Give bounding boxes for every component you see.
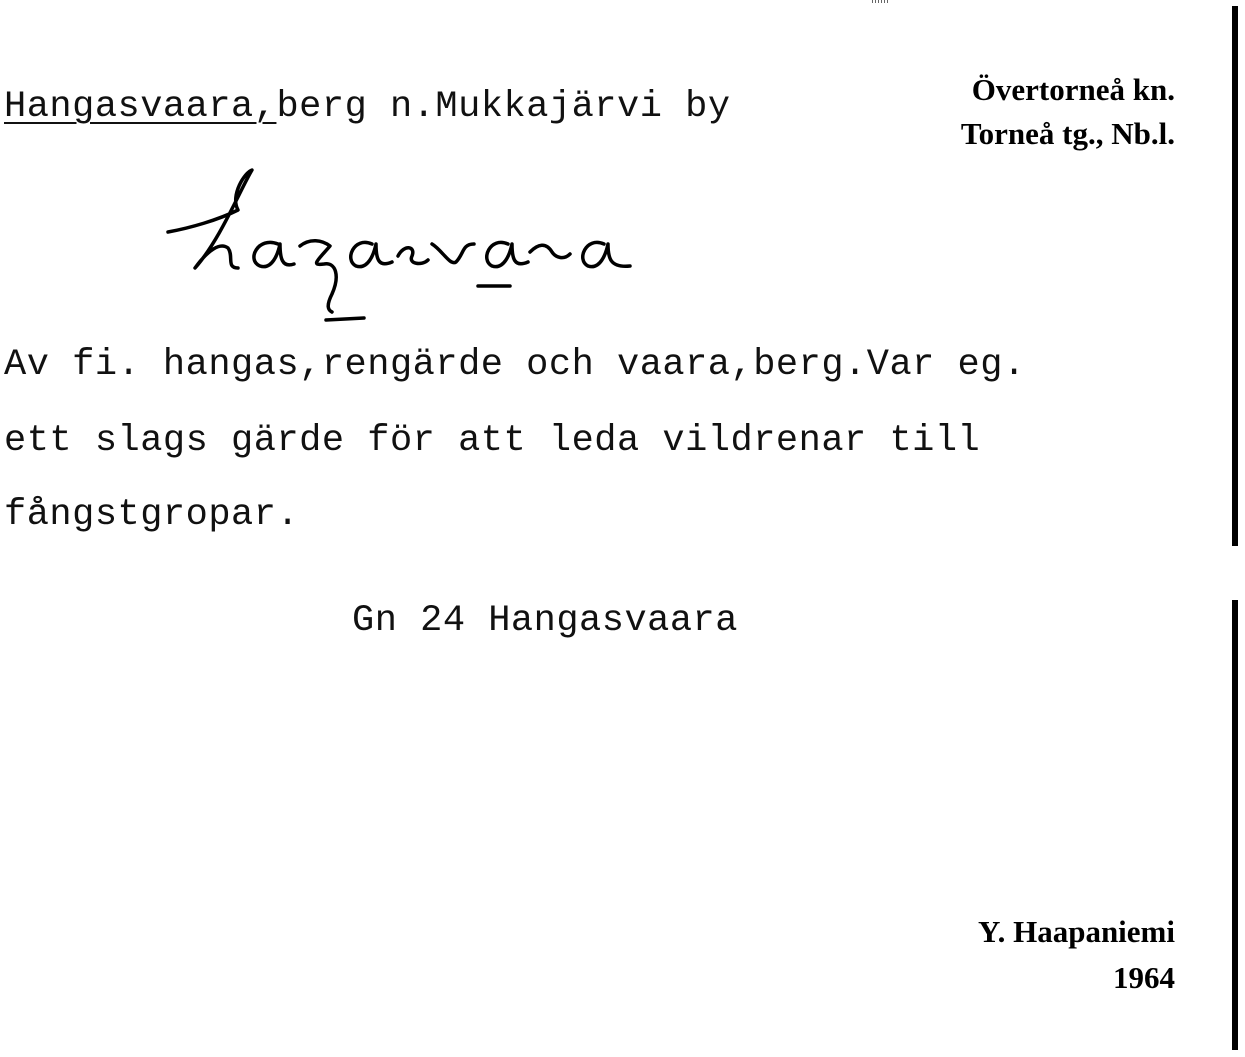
scan-artifact: [872, 0, 890, 3]
etymology-line-3: fångstgropar.: [4, 494, 300, 536]
header-description: berg n.Mukkajärvi by: [276, 86, 731, 128]
district-stamp: Torneå tg., Nb.l.: [960, 116, 1175, 151]
card-edge-upper: [1232, 6, 1238, 546]
year-stamp: 1964: [1113, 960, 1175, 995]
card-edge-lower: [1232, 600, 1238, 1050]
handwritten-form: [160, 160, 760, 330]
headword: Hangasvaara,: [4, 86, 277, 128]
card-header-line: [4, 86, 731, 128]
etymology-line-2: ett slags gärde för att leda vildrenar till: [4, 420, 981, 462]
etymology-line-1: Av fi. hangas,rengärde och vaara,berg.Var eg.: [4, 344, 1026, 386]
map-reference: Gn 24 Hangasvaara: [352, 600, 738, 642]
author-stamp: Y. Haapaniemi: [978, 914, 1175, 949]
parish-stamp: Övertorneå kn.: [971, 72, 1175, 107]
